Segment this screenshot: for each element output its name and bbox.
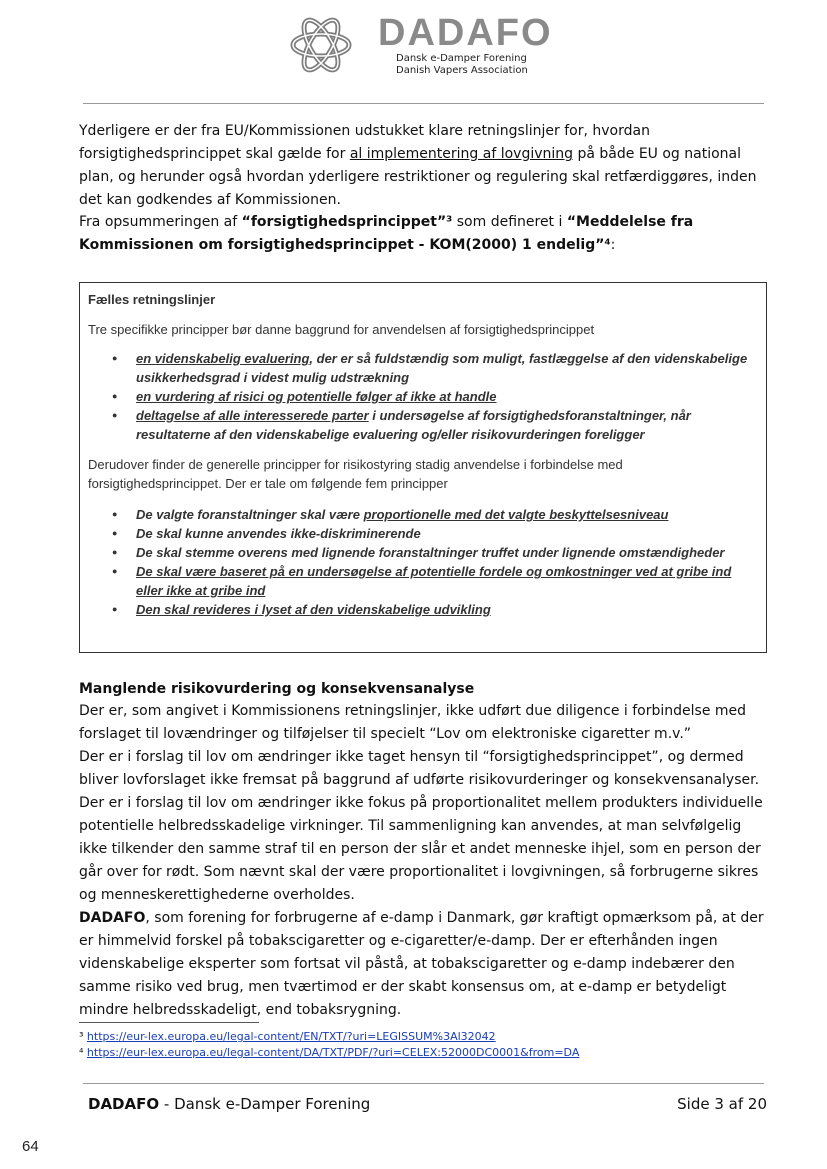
header-divider: [83, 103, 764, 104]
list-item: [80, 505, 760, 524]
specific-principles-list: [80, 349, 760, 444]
risk-assessment-paragraphs: [79, 700, 765, 907]
brand-subtitle: [396, 53, 528, 77]
list-item-text: De skal kunne anvendes ikke-diskriminerende: [136, 526, 421, 541]
footnote-divider: [79, 1022, 259, 1023]
paragraph: Der er, som angivet i Kommissionens retningslinjer, ikke udført due diligence i forbindelse med forslaget til lovændringer og tilføjelser til specielt “Lov om elektroniske cigaretter m.v.”: [79, 703, 747, 742]
list-item-underlined: proportionelle med det valgte beskyttelsesniveau: [363, 507, 669, 522]
box-intro-1: Tre specifikke principper bør danne baggrund for anvendelsen af forsigtighedsprincippet: [88, 322, 595, 337]
intro-text: Yderligere er der fra EU/Kommissionen udstukket klare retningslinjer for, hvordan forsigtighedsprincippet skal gælde for: [79, 123, 650, 162]
guidelines-box: [79, 282, 767, 653]
dadafo-paragraph: [79, 907, 765, 1022]
page-number: 64: [22, 1138, 39, 1155]
list-item-underlined: deltagelse af alle interesserede parter: [136, 408, 369, 423]
footnote-marker: ⁴: [79, 1046, 84, 1059]
list-item-text: , der er så fuldstændig som muligt, fastlæggelse af den videnskabelige usikkerhedsgrad i videst mulig udstrækning: [136, 351, 748, 385]
footer-org-name: DADAFO: [88, 1095, 160, 1113]
list-item-underlined: De skal være baseret på en undersøgelse af potentielle fordele og omkostninger ved at gribe ind eller ikke at gribe ind: [136, 564, 732, 598]
footer-page: Side 3 af 20: [677, 1095, 767, 1113]
footnote-3: [79, 1030, 496, 1044]
footer-divider: [83, 1083, 764, 1084]
page-header: [0, 0, 827, 100]
brand-sub-danish: Dansk e-Damper Forening: [396, 53, 527, 64]
footnote-4: [79, 1046, 579, 1060]
footnote-link[interactable]: https://eur-lex.europa.eu/legal-content/EN/TXT/?uri=LEGISSUM%3Al32042: [86, 1030, 496, 1043]
summary-text-cont: som defineret i: [452, 214, 567, 230]
list-item-underlined: Den skal revideres i lyset af den videnskabelige udvikling: [136, 602, 491, 617]
box-intro-2: Derudover finder de generelle principper for risikostyring stadig anvendelse i forbindelse med forsigtighedsprincippet. Der er tale om følgende fem principper: [88, 457, 623, 491]
general-principles-list: [80, 505, 760, 619]
list-item: [80, 387, 760, 406]
org-name: DADAFO: [79, 910, 146, 926]
footnote-marker: ³: [79, 1030, 84, 1043]
list-item: [80, 600, 760, 619]
footnote-link[interactable]: https://eur-lex.europa.eu/legal-content/DA/TXT/PDF/?uri=CELEX:52000DC0001&from=DA: [86, 1046, 580, 1059]
paragraph-text: , som forening for forbrugerne af e-damp i Danmark, gør kraftigt opmærksom på, at der er himmelvid forskel på tobakscigaretter og e-cigaretter/e-damp. Der er efterhånden ingen videnskabelige eksperter som fortsat vil påstå, at tobakscigaretter og e-damp indebærer den samme risiko ved brug, men tværtimod er der skabt konsensus om, at e-damp er betydeligt mindre helbredsskadeligt, end tobaksrygning.: [79, 910, 764, 1018]
principle-term: “forsigtighedsprincippet”³: [241, 214, 453, 230]
summary-colon: :: [610, 237, 616, 253]
list-item: [80, 562, 760, 600]
paragraph: Der er i forslag til lov om ændringer ikke taget hensyn til “forsigtighedsprincippet”, og dermed bliver lovforslaget ikke fremsat på baggrund af udførte risikovurderinger og konsekvensanalyser.: [79, 749, 760, 788]
summary-text: Fra opsummeringen af: [79, 214, 242, 230]
list-item-text: i undersøgelse af forsigtighedsforanstaltninger, når resultaterne af den videnskabelige evaluering og/eller risikovurderingen foreligger: [136, 408, 691, 442]
list-item: [80, 349, 760, 387]
section-heading: Manglende risikovurdering og konsekvensanalyse: [79, 681, 475, 697]
list-item-text: De skal stemme overens med lignende foranstaltninger truffet under lignende omstændigheder: [136, 545, 725, 560]
list-item-underlined: en vurdering af risici og potentielle følger af ikke at handle: [136, 389, 497, 404]
list-item-text: De valgte foranstaltninger skal være: [136, 507, 364, 522]
brand-name: DADAFO: [378, 12, 553, 54]
summary-paragraph: [79, 211, 765, 257]
intro-paragraph: [79, 120, 765, 212]
brand-sub-english: Danish Vapers Association: [396, 65, 528, 76]
list-item: [80, 406, 760, 444]
footer-org: [88, 1094, 370, 1114]
box-heading: Fælles retningslinjer: [88, 292, 216, 307]
intro-text-cont: på både EU og national plan, og herunder også hvordan yderligere restriktioner og regulering skal retfærdiggøres, inden det kan godkendes af Kommissionen.: [79, 146, 757, 208]
list-item-underlined: en videnskabelig evaluering: [136, 351, 310, 366]
paragraph: Der er i forslag til lov om ændringer ikke fokus på proportionalitet mellem produkters individuelle potentielle helbredsskadelige virkninger. Til sammenligning kan anvendes, at man selvfølgelig ikke tilkender den samme straf til en person der slår et andet menneske ihjel, som en person der går over for rødt. Som nævnt skal der være proportionalitet i lovgivningen, så forbrugerne sikres og menneskerettighederne overholdes.: [79, 795, 763, 903]
footer-org-rest: - Dansk e-Damper Forening: [159, 1095, 371, 1113]
dadafo-logo-icon: [288, 12, 354, 78]
implementation-link-text: al implementering af lovgivning: [349, 146, 574, 162]
commission-reference: “Meddelelse fra Kommissionen om forsigtighedsprincippet - KOM(2000) 1 endelig”⁴: [79, 214, 694, 253]
list-item: [80, 524, 760, 543]
list-item: [80, 543, 760, 562]
